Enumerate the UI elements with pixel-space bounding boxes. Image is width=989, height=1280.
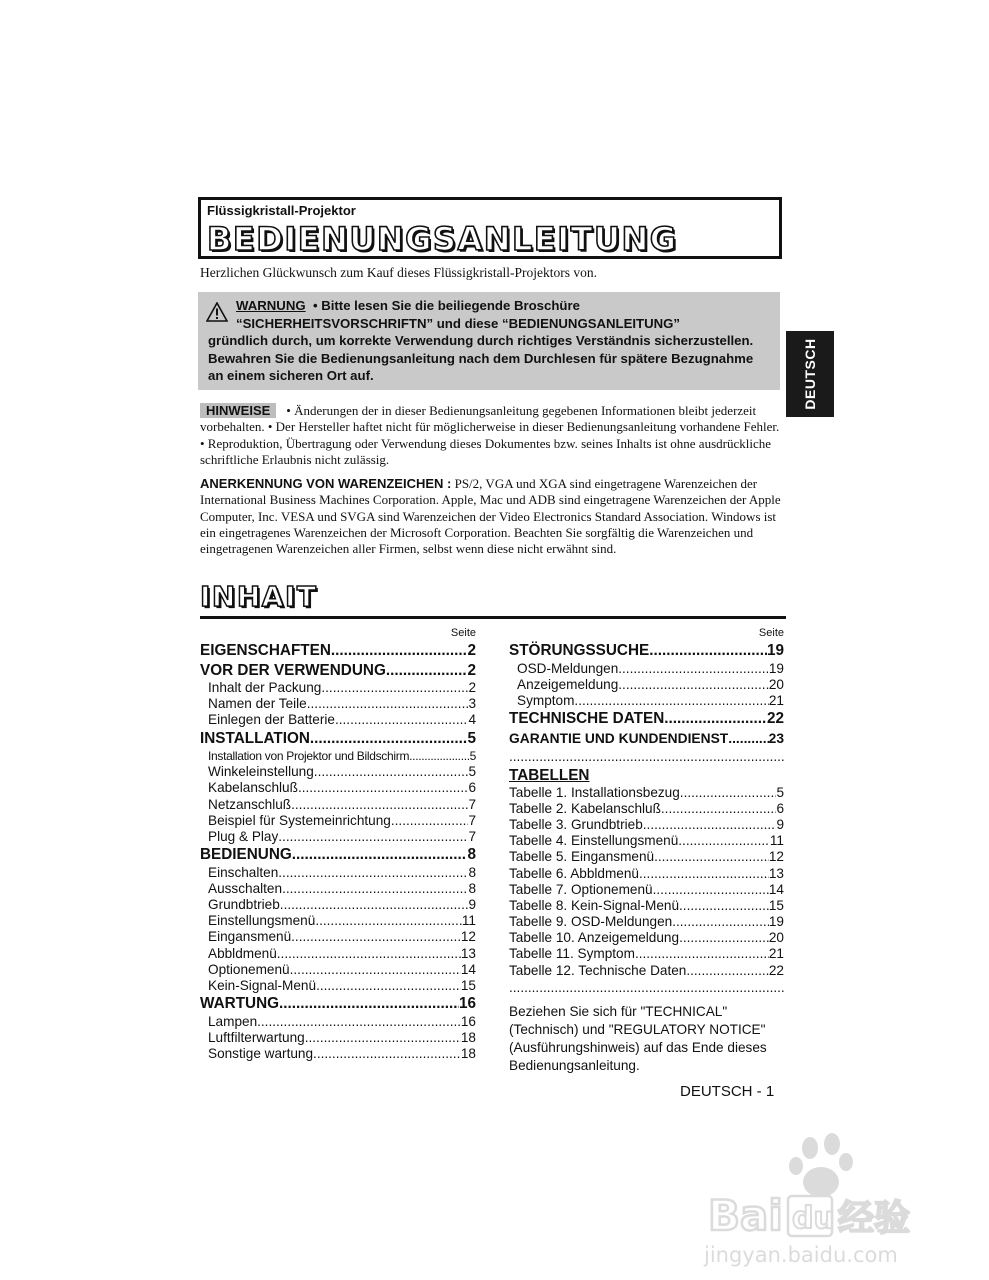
warning-text xyxy=(208,297,772,385)
toc-entry-label: OSD-Meldungen xyxy=(517,660,619,676)
language-tab-label: DEUTSCH xyxy=(802,338,818,410)
toc-leader-dots xyxy=(635,946,769,962)
svg-text:du: du xyxy=(792,1201,835,1236)
toc-leader-dots xyxy=(278,829,468,845)
svg-text:经验: 经验 xyxy=(838,1198,911,1239)
toc-entry xyxy=(509,817,784,833)
toc-entry-label: Einschalten xyxy=(208,864,279,880)
toc-left-column xyxy=(200,626,476,1062)
toc-entry xyxy=(200,913,476,929)
toc-entry-page: 5 xyxy=(467,729,476,747)
toc-entry-label: Plug & Play xyxy=(208,829,279,844)
toc-leader-dots xyxy=(618,661,769,677)
tables-list xyxy=(509,785,784,979)
trademark-text: PS/2, VGA und XGA sind eingetragene Warenzeichen der International Business Machines Corporation. Apple, Mac und ADB sind eingetragene Warenzeichen der Apple Computer, Inc. VESA und SVGA sind Warenzeichen der Video Electronics Standard Association. Windows ist ein eingetragenes Warenzeichen der Microsoft Corporation. Beachten Sie sorgfältig die Warenzeichen und eingetragenen Warenzeichen aller Firmen, selbst wenn diese nicht erwähnt sind. xyxy=(200,476,781,557)
toc-entry-label: Sonstige wartung xyxy=(208,1046,314,1062)
warning-rest: gründlich durch, um korrekte Verwendung durch richtiges Verständnis sicherzustellen. Bewahren Sie die Bedienungsanleitung nach dem Durchlesen für spätere Bezugnahme an einem sicheren Ort auf. xyxy=(208,333,754,383)
toc-entry-page: 19 xyxy=(768,660,784,676)
toc-leader-dots xyxy=(679,898,769,914)
toc-entry xyxy=(200,881,476,897)
toc-entry-label: Netzanschluß xyxy=(208,796,292,812)
toc-leader-dots xyxy=(291,929,461,945)
toc-entry xyxy=(200,897,476,913)
toc-entry xyxy=(200,829,476,845)
document-header xyxy=(198,197,782,259)
toc-entry-page: 12 xyxy=(768,849,784,865)
toc-leader-dots xyxy=(391,813,469,829)
toc-entry-page: 21 xyxy=(768,692,784,708)
toc-leader-dots xyxy=(653,882,769,898)
toc-entry-page: 7 xyxy=(468,829,476,844)
toc-entry-label: Ausschalten xyxy=(208,880,283,896)
toc-entry-page: 23 xyxy=(768,730,784,746)
toc-leader-dots xyxy=(618,677,769,693)
toc-right-column xyxy=(509,626,784,1075)
toc-entry xyxy=(200,845,476,865)
toc-entry-label: Installation von Projektor und Bildschirm xyxy=(208,749,410,764)
toc-entry-page: 8 xyxy=(468,864,476,880)
warning-box xyxy=(198,292,780,390)
toc-entry-label: Kabelanschluß xyxy=(208,780,298,796)
toc-entry-label: BEDIENUNG xyxy=(200,846,292,864)
toc-entry xyxy=(200,641,476,661)
toc-leader-dots xyxy=(661,801,777,817)
toc-entry-page: 7 xyxy=(468,812,476,828)
toc-leader-dots xyxy=(277,946,461,962)
toc-entry-page: 21 xyxy=(768,946,784,962)
toc-entry-page: 9 xyxy=(468,897,476,913)
toc-entry xyxy=(509,866,784,882)
toc-leader-dots xyxy=(386,661,468,681)
toc-entry xyxy=(200,680,476,696)
toc-leader-dots xyxy=(305,1030,461,1046)
toc-entry xyxy=(200,797,476,813)
toc-leader-dots xyxy=(321,680,468,696)
toc-entry-page: 6 xyxy=(468,780,476,796)
toc-entry xyxy=(509,801,784,817)
toc-entry-page: 14 xyxy=(460,961,476,977)
toc-leader-dots xyxy=(728,729,768,748)
toc-entry-label: Tabelle 2. Kabelanschluß xyxy=(509,800,661,816)
toc-entry-page: 12 xyxy=(460,929,476,945)
toc-entry xyxy=(509,709,784,729)
toc-entry-label: Tabelle 6. Abbldmenü xyxy=(509,865,639,881)
intro-text: Herzlichen Glückwunsch zum Kauf dieses Flüssigkristall-Projektors von. xyxy=(200,265,598,280)
toc-entry-label: Abbldmenü xyxy=(208,945,277,961)
toc-entry xyxy=(200,1030,476,1046)
toc-entry xyxy=(200,1046,476,1062)
toc-leader-dots xyxy=(409,748,469,764)
toc-entry-page: 8 xyxy=(468,880,476,896)
toc-entry-label: INSTALLATION xyxy=(200,729,310,747)
toc-entry-page: 20 xyxy=(768,930,784,946)
toc-entry xyxy=(509,882,784,898)
toc-entry xyxy=(509,946,784,962)
toc-entry-label: Grundbtrieb xyxy=(208,897,280,913)
toc-entry-label: Tabelle 11. Symptom xyxy=(509,946,635,962)
page-footer: DEUTSCH - 1 xyxy=(680,1083,775,1100)
toc-leader-dots xyxy=(654,849,769,865)
toc-entry-label: GARANTIE UND KUNDENDIENST xyxy=(509,730,729,746)
toc-entry xyxy=(200,780,476,796)
toc-entry-page: 3 xyxy=(468,696,476,712)
dotted-separator xyxy=(509,752,784,766)
toc-leader-dots xyxy=(678,833,770,849)
toc-leader-dots xyxy=(335,712,468,728)
toc-entry xyxy=(509,833,784,849)
toc-entry xyxy=(200,764,476,780)
toc-entry-label: Tabelle 5. Eingansmenü xyxy=(509,849,655,865)
toc-leader-dots xyxy=(664,709,767,729)
svg-text:Bai: Bai xyxy=(708,1191,783,1240)
toc-entry xyxy=(509,641,784,661)
toc-entry xyxy=(200,729,476,749)
toc-entry-page: 20 xyxy=(768,676,784,692)
toc-entry-label: Einstellungsmenü xyxy=(208,913,316,929)
toc-entry-page: 18 xyxy=(460,1029,476,1045)
toc-leader-dots xyxy=(298,780,469,796)
toc-entry-label: Eingansmenü xyxy=(208,929,292,945)
toc-entry-label: WARTUNG xyxy=(200,995,280,1013)
toc-entry-page: 5 xyxy=(776,784,784,800)
toc-entry xyxy=(200,712,476,728)
toc-entry-page: 13 xyxy=(460,945,476,961)
toc-leader-dots xyxy=(257,1014,461,1030)
toc-entry-label: Einlegen der Batterie xyxy=(208,712,335,728)
toc-entry-page: 22 xyxy=(766,710,784,728)
toc-entry-page: 13 xyxy=(768,865,784,881)
toc-title: INHAIT xyxy=(200,580,318,613)
toc-entry-page: 14 xyxy=(768,881,784,897)
toc-entry-page: 8 xyxy=(467,846,476,864)
toc-leader-dots xyxy=(331,641,468,661)
toc-entry-label: Optionemenü xyxy=(208,961,290,977)
toc-entry-label: VOR DER VERWENDUNG xyxy=(200,661,386,679)
toc-entry-label: Tabelle 4. Einstellungsmenü xyxy=(509,833,679,849)
toc-leader-dots xyxy=(680,785,777,801)
toc-entry-label: TECHNISCHE DATEN xyxy=(509,710,665,728)
toc-entry xyxy=(200,696,476,712)
toc-entry xyxy=(509,849,784,865)
toc-entry-label: STÖRUNGSSUCHE xyxy=(509,642,650,659)
toc-entry xyxy=(509,963,784,979)
toc-leader-dots xyxy=(316,978,461,994)
toc-entry-page: 2 xyxy=(467,642,476,659)
tables-heading: TABELLEN xyxy=(509,766,590,784)
toc-entry-label: Lampen xyxy=(208,1013,258,1029)
toc-entry-label: Kein-Signal-Menü xyxy=(208,978,317,993)
toc-entry xyxy=(200,661,476,681)
toc-entry xyxy=(509,677,784,693)
toc-entry-label: Inhalt der Packung xyxy=(208,680,322,695)
warning-line-1-text: • Bitte lesen Sie die beiliegende Broschüre xyxy=(312,298,580,313)
product-subtitle: Flüssigkristall-Projektor xyxy=(207,203,356,218)
toc-entry xyxy=(509,729,784,748)
toc-entry-label: Luftfilterwartung xyxy=(208,1029,305,1045)
warning-line-1 xyxy=(208,297,772,315)
toc-entry xyxy=(509,930,784,946)
toc-entry-label: Tabelle 12. Technische Daten xyxy=(509,962,687,978)
toc-entry-label: Tabelle 10. Anzeigemeldung xyxy=(509,930,680,946)
toc-entry-page: 15 xyxy=(460,978,476,993)
toc-entry-page: 11 xyxy=(461,913,476,929)
toc-leader-dots xyxy=(279,994,459,1014)
baidu-watermark-logo xyxy=(700,1130,940,1270)
toc-entry-label: Beispiel für Systemeinrichtung xyxy=(208,812,391,828)
page-column-label-right: Seite xyxy=(758,627,784,639)
toc-right-list xyxy=(509,641,784,748)
toc-leader-dots xyxy=(672,914,769,930)
trademark-label: ANERKENNUNG VON WARENZEICHEN : xyxy=(200,476,452,491)
toc-entry-label: Anzeigemeldung xyxy=(517,676,619,692)
toc-leader-dots xyxy=(574,693,768,709)
toc-entry xyxy=(509,785,784,801)
toc-entry-page: 16 xyxy=(458,995,476,1013)
toc-entry-label: Tabelle 8. Kein-Signal-Menü xyxy=(509,897,680,913)
toc-entry-label: Tabelle 3. Grundbtrieb xyxy=(509,816,643,832)
toc-entry xyxy=(200,865,476,881)
toc-entry-label: Symptom xyxy=(517,692,575,708)
toc-entry xyxy=(200,813,476,829)
toc-entry xyxy=(200,978,476,994)
toc-entry xyxy=(509,914,784,930)
toc-leader-dots xyxy=(280,897,469,913)
toc-entry-page: 9 xyxy=(776,816,784,832)
dotted-separator-2 xyxy=(509,983,784,997)
toc-leader-dots xyxy=(278,865,468,881)
toc-entry-page: 19 xyxy=(768,914,784,930)
technical-note: Beziehen Sie sich für "TECHNICAL" (Technisch) und "REGULATORY NOTICE" (Ausführungshinweis) auf das Ende dieses Bedienungsanleitung. xyxy=(509,1003,767,1073)
toc-entry-label: Tabelle 7. Optionemenü xyxy=(509,881,653,897)
toc-entry-page: 19 xyxy=(766,642,784,659)
toc-leader-dots xyxy=(313,1046,461,1062)
toc-entry xyxy=(509,693,784,709)
document-title: BEDIENUNGSANLEITUNG xyxy=(207,220,678,258)
toc-divider xyxy=(200,616,786,619)
toc-entry-page: 15 xyxy=(768,897,784,913)
toc-entry xyxy=(509,661,784,677)
toc-leader-dots xyxy=(679,930,769,946)
toc-entry-page: 2 xyxy=(467,661,476,679)
toc-entry-page: 22 xyxy=(768,962,784,978)
toc-entry-page: 11 xyxy=(769,833,784,849)
svg-text:jingyan.baidu.com: jingyan.baidu.com xyxy=(704,1243,898,1267)
toc-entry xyxy=(509,898,784,914)
toc-leader-dots xyxy=(310,729,468,749)
toc-entry-page: 5 xyxy=(469,749,476,764)
toc-leader-dots xyxy=(290,962,461,978)
toc-entry-label: EIGENSCHAFTEN xyxy=(200,642,331,659)
notes-text: • Änderungen der in dieser Bedienungsanleitung gegebenen Informationen bleibt jederzeit vorbehalten. • Der Hersteller haftet nicht für möglicherweise in dieser Bedienungsanleitung vorhandene Fehler. • Reproduktion, Übertragung oder Verwendung dieses Dokumentes bzw. seines Inhalts ist ohne ausdrückliche schriftliche Erlaubnis nicht zulässig. xyxy=(200,403,780,467)
toc-entry xyxy=(200,1014,476,1030)
toc-leader-dots xyxy=(314,764,469,780)
toc-leader-dots xyxy=(315,913,462,929)
toc-entry-page: 18 xyxy=(460,1046,476,1062)
language-tab xyxy=(786,331,834,417)
toc-entry-label: Namen der Teile xyxy=(208,696,307,712)
toc-entry-page: 4 xyxy=(468,712,476,728)
toc-entry xyxy=(200,748,476,764)
toc-entry xyxy=(200,946,476,962)
toc-entry-label: Winkeleinstellung xyxy=(208,764,314,780)
toc-entry xyxy=(200,994,476,1014)
notes-label: HINWEISE xyxy=(200,403,276,418)
toc-left-list xyxy=(200,641,476,1062)
toc-leader-dots xyxy=(639,866,769,882)
toc-entry-page: 7 xyxy=(468,796,476,812)
toc-entry-page: 6 xyxy=(776,800,784,816)
toc-leader-dots xyxy=(643,817,777,833)
warning-line-2: “SICHERHEITSVORSCHRIFTN” und diese “BEDIENUNGSANLEITUNG” xyxy=(236,315,681,331)
toc-entry xyxy=(200,929,476,945)
toc-entry-label: Tabelle 1. Installationsbezug xyxy=(509,784,680,800)
toc-leader-dots xyxy=(291,797,468,813)
toc-leader-dots xyxy=(307,696,469,712)
toc-entry-page: 5 xyxy=(468,764,476,780)
notes-paragraph xyxy=(200,403,784,468)
toc-leader-dots xyxy=(282,881,468,897)
warning-label: WARNUNG xyxy=(236,298,306,313)
toc-entry-page: 16 xyxy=(460,1013,476,1029)
toc-leader-dots xyxy=(292,845,468,865)
toc-leader-dots xyxy=(649,641,767,661)
toc-entry-page: 2 xyxy=(468,680,476,695)
toc-entry-label: Tabelle 9. OSD-Meldungen xyxy=(509,914,673,930)
trademark-paragraph xyxy=(200,476,786,557)
toc-leader-dots xyxy=(686,963,769,979)
toc-entry xyxy=(200,962,476,978)
page-column-label: Seite xyxy=(450,627,476,639)
